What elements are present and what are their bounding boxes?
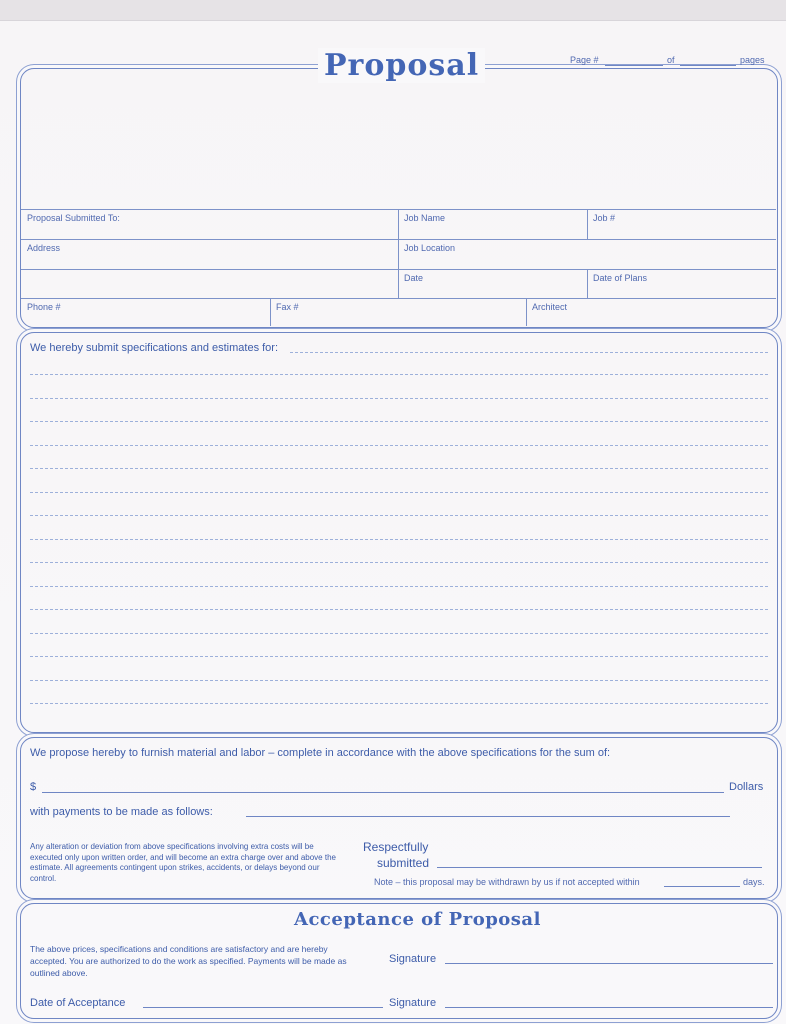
spec-line[interactable] — [30, 539, 768, 540]
spec-line[interactable] — [30, 633, 768, 634]
submitted-label: submitted — [377, 856, 430, 870]
acceptance-text: The above prices, specifications and conditions are satisfactory and are hereby accepted. You are authorized to do the work as specified. Payments will be made as outlined above. — [30, 944, 347, 978]
payments-line[interactable] — [246, 816, 730, 817]
info-grid-col-job — [587, 209, 588, 239]
acceptance-title: Acceptance of Proposal — [288, 909, 547, 930]
spec-line[interactable] — [30, 562, 768, 563]
signature-label-2: Signature — [389, 997, 437, 1009]
info-grid-col-fax — [270, 298, 271, 326]
fine-print: Any alteration or deviation from above specifications involving extra costs will be executed only upon written order, and will become an extra charge over and above the estimate. All agreements contingent upon strikes, accidents, or delays beyond our control. — [30, 842, 336, 883]
respectfully-label: Respectfully — [363, 840, 429, 854]
header-panel — [20, 68, 778, 328]
dollar-sign: $ — [30, 781, 37, 793]
info-grid-row3 — [21, 298, 776, 299]
spec-line[interactable] — [30, 374, 768, 375]
spec-line[interactable] — [30, 398, 768, 399]
address-field[interactable]: Address — [27, 243, 61, 253]
submitted-to-field[interactable]: Proposal Submitted To: — [27, 213, 120, 223]
date-of-plans-field[interactable]: Date of Plans — [593, 273, 648, 283]
spec-line[interactable] — [30, 703, 768, 704]
job-location-field[interactable]: Job Location — [404, 243, 456, 253]
propose-text: We propose hereby to furnish material and labor – complete in accordance with the above specifications for the sum of: — [30, 747, 611, 759]
withdraw-note: Note – this proposal may be withdrawn by us if not accepted within — [374, 877, 640, 887]
specifications-panel — [20, 332, 778, 733]
spec-line[interactable] — [30, 492, 768, 493]
job-name-field[interactable]: Job Name — [404, 213, 446, 223]
signature-line-2[interactable] — [445, 1007, 773, 1008]
spec-line[interactable] — [290, 352, 768, 353]
top-strip — [0, 0, 786, 21]
spec-line[interactable] — [30, 421, 768, 422]
page-total-line[interactable] — [680, 65, 736, 66]
info-grid-col-main — [398, 209, 399, 298]
sum-line[interactable] — [42, 792, 724, 793]
phone-field[interactable]: Phone # — [27, 302, 61, 312]
page-title: Proposal — [318, 48, 485, 83]
info-grid-col-architect — [526, 298, 527, 326]
dollars-label: Dollars — [729, 781, 764, 793]
days-line[interactable] — [664, 886, 740, 887]
page-number-line[interactable] — [605, 65, 663, 66]
specifications-intro: We hereby submit specifications and estimates for: — [30, 342, 279, 354]
days-label: days. — [743, 877, 765, 887]
submitted-signature-line[interactable] — [437, 867, 762, 868]
pages-label: pages — [740, 55, 765, 65]
of-label: of — [667, 55, 675, 65]
spec-line[interactable] — [30, 609, 768, 610]
payments-label: with payments to be made as follows: — [30, 806, 213, 818]
spec-line[interactable] — [30, 445, 768, 446]
architect-field[interactable]: Architect — [532, 302, 568, 312]
job-number-field[interactable]: Job # — [593, 213, 616, 223]
date-of-acceptance-label: Date of Acceptance — [30, 997, 126, 1009]
date-of-acceptance-line[interactable] — [143, 1007, 383, 1008]
page-number-label: Page # — [570, 55, 599, 65]
spec-line[interactable] — [30, 586, 768, 587]
spec-line[interactable] — [30, 515, 768, 516]
signature-line-1[interactable] — [445, 963, 773, 964]
date-field[interactable]: Date — [404, 273, 424, 283]
signature-label-1: Signature — [389, 953, 437, 965]
spec-line[interactable] — [30, 656, 768, 657]
spec-line[interactable] — [30, 468, 768, 469]
info-grid-col-plans — [587, 269, 588, 298]
spec-line[interactable] — [30, 680, 768, 681]
fax-field[interactable]: Fax # — [276, 302, 299, 312]
